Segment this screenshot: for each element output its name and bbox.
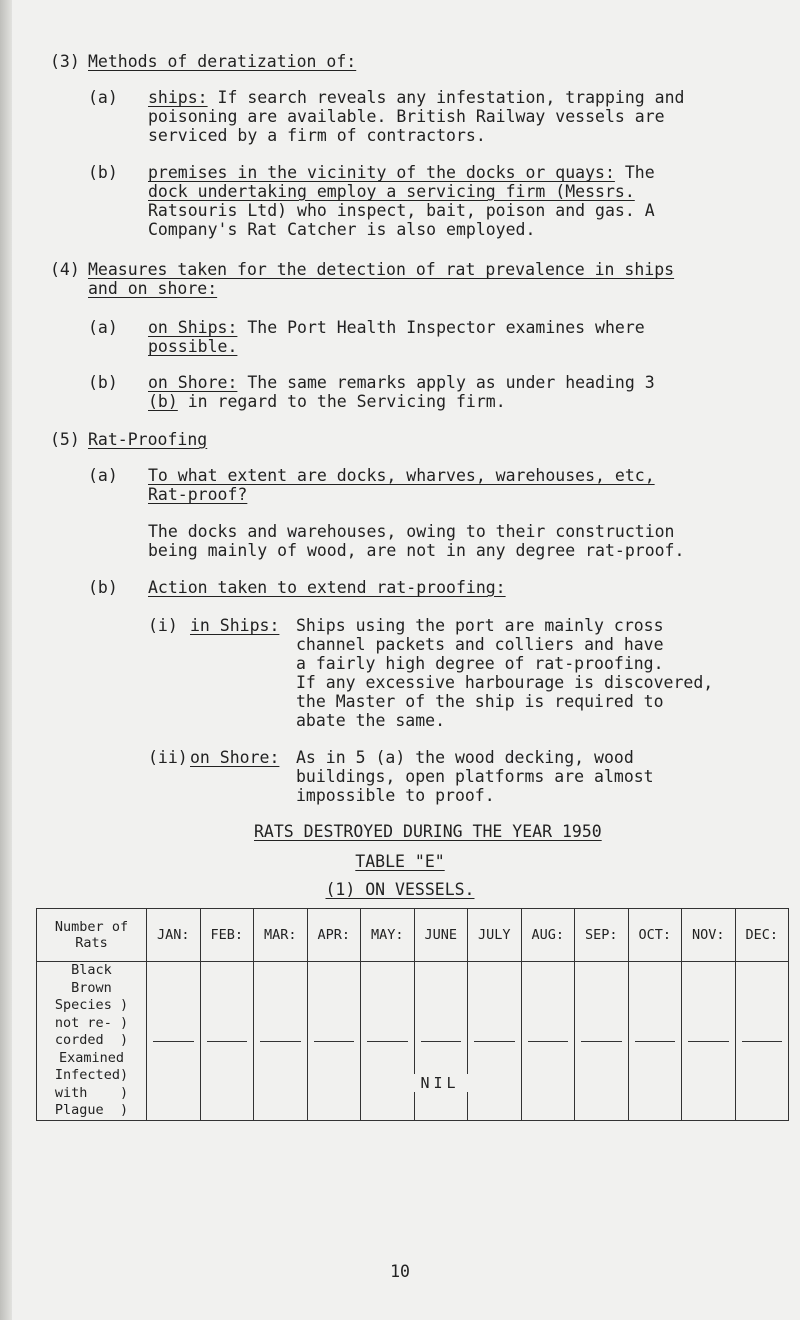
header-month: OCT:: [628, 909, 682, 962]
page-number: 10: [390, 1262, 410, 1281]
section-5bii-line2: buildings, open platforms are almost: [296, 767, 654, 786]
section-5b-heading: Action taken to extend rat-proofing:: [148, 578, 506, 597]
section-3b-text1-tail: The: [614, 163, 655, 182]
section-3a-line2: poisoning are available. British Railway vessels are: [148, 107, 665, 126]
table-cell: [414, 962, 468, 1121]
section-5bi-line2: channel packets and colliers and have: [296, 635, 664, 654]
section-5bii-label: (ii): [148, 748, 188, 767]
section-5bi-line3: a fairly high degree of rat-proofing.: [296, 654, 664, 673]
table-cell: [521, 962, 575, 1121]
section-3a-label: (a): [88, 88, 118, 107]
header-month: JULY: [468, 909, 522, 962]
section-5a-heading-line1: To what extent are docks, wharves, warehouses, etc,: [148, 466, 655, 485]
nil-dash: [207, 1041, 248, 1042]
nil-dash: [474, 1041, 515, 1042]
section-4a-line2: possible.: [148, 337, 238, 356]
table-e-title-wrap: [0, 852, 800, 871]
section-4b-line1: [148, 373, 655, 392]
table-cell: [147, 962, 201, 1121]
header-number-of-rats-label: Number of Rats: [54, 919, 129, 951]
section-4a-heading: on Ships:: [148, 318, 238, 337]
section-5bii-heading: on Shore:: [190, 748, 280, 767]
header-month: NOV:: [682, 909, 736, 962]
table-subtitle: (1) ON VESSELS.: [325, 880, 475, 899]
section-5a-text-line2: being mainly of wood, are not in any degree rat-proof.: [148, 541, 685, 560]
header-month: APR:: [307, 909, 361, 962]
header-number-of-rats: [37, 909, 147, 962]
section-5bii-line1: As in 5 (a) the wood decking, wood: [296, 748, 634, 767]
nil-dash: [581, 1041, 622, 1042]
page-binding-edge: [0, 0, 12, 1320]
section-3b-label: (b): [88, 163, 118, 182]
rats-destroyed-title: RATS DESTROYED DURING THE YEAR 1950: [254, 822, 602, 841]
section-5-heading: Rat-Proofing: [88, 430, 208, 449]
section-4b-line2: [148, 392, 506, 411]
header-month: MAR:: [254, 909, 308, 962]
header-month: SEP:: [575, 909, 629, 962]
section-5-number: (5): [50, 430, 80, 449]
header-month: AUG:: [521, 909, 575, 962]
section-3a-line1: [148, 88, 684, 107]
row-label-cell: [37, 962, 147, 1121]
table-subtitle-wrap: [0, 880, 800, 899]
nil-dash: [153, 1041, 194, 1042]
nil-value: NIL: [400, 1074, 480, 1092]
row-label: Black Brown Species ) not re- ) corded ) Examined Infected) with ) Plague ): [54, 962, 129, 1119]
section-4b-ref: (b): [148, 392, 178, 411]
table-cell: [735, 962, 789, 1121]
nil-dash: [367, 1041, 408, 1042]
section-4a-text1: The Port Health Inspector examines where: [237, 318, 645, 337]
section-4a-line1: [148, 318, 645, 337]
section-3b-line4: Company's Rat Catcher is also employed.: [148, 220, 536, 239]
section-5a-text-line1: The docks and warehouses, owing to their construction: [148, 522, 675, 541]
section-3a-text1: If search reveals any infestation, trapping and: [207, 88, 685, 107]
table-header-row: [37, 909, 789, 962]
section-3a-heading: ships:: [148, 88, 208, 107]
section-5bi-line1: Ships using the port are mainly cross: [296, 616, 664, 635]
section-5bi-line4: If any excessive harbourage is discovered,: [296, 673, 714, 692]
section-3b-line3: Ratsouris Ltd) who inspect, bait, poison and gas. A: [148, 201, 655, 220]
table-cell: [575, 962, 629, 1121]
section-4-heading-line1: Measures taken for the detection of rat prevalence in ships: [88, 260, 675, 279]
table-cell: [468, 962, 522, 1121]
section-5a-heading-line2: Rat-proof?: [148, 485, 248, 504]
table-cell: [628, 962, 682, 1121]
table-cell: [200, 962, 254, 1121]
header-month: JUNE: [414, 909, 468, 962]
section-4b-label: (b): [88, 373, 118, 392]
nil-dash: [688, 1041, 729, 1042]
table-cell: [254, 962, 308, 1121]
header-month: MAY:: [361, 909, 415, 962]
nil-dash: [314, 1041, 355, 1042]
section-4a-label: (a): [88, 318, 118, 337]
section-4-heading-line2: and on shore:: [88, 279, 218, 298]
nil-dash: [635, 1041, 676, 1042]
section-5a-label: (a): [88, 466, 118, 485]
section-5bi-line5: the Master of the ship is required to: [296, 692, 664, 711]
section-3b-line2: dock undertaking employ a servicing firm (Messrs.: [148, 182, 635, 201]
section-5b-label: (b): [88, 578, 118, 597]
section-4b-text1: The same remarks apply as under heading 3: [237, 373, 655, 392]
section-5bi-heading: in Ships:: [190, 616, 280, 635]
nil-dash: [421, 1041, 462, 1042]
section-3-heading: Methods of deratization of:: [88, 52, 357, 71]
section-5bii-line3: impossible to proof.: [296, 786, 495, 805]
nil-dash: [742, 1041, 783, 1042]
header-month: JAN:: [147, 909, 201, 962]
section-3a-line3: serviced by a firm of contractors.: [148, 126, 486, 145]
section-4b-heading: on Shore:: [148, 373, 238, 392]
section-3-number: (3): [50, 52, 80, 71]
section-5bi-line6: abate the same.: [296, 711, 446, 730]
nil-dash: [528, 1041, 569, 1042]
table-cell: [682, 962, 736, 1121]
section-4b-text2: in regard to the Servicing firm.: [177, 392, 506, 411]
table-cell: [307, 962, 361, 1121]
nil-dash: [260, 1041, 301, 1042]
header-month: FEB:: [200, 909, 254, 962]
table-e-title: TABLE "E": [355, 852, 445, 871]
section-4-number: (4): [50, 260, 80, 279]
table-row: [37, 962, 789, 1121]
section-3b-line1: [148, 163, 655, 182]
section-5bi-label: (i): [148, 616, 178, 635]
header-month: DEC:: [735, 909, 789, 962]
section-3b-heading: premises in the vicinity of the docks or quays:: [148, 163, 615, 182]
table-cell: [361, 962, 415, 1121]
